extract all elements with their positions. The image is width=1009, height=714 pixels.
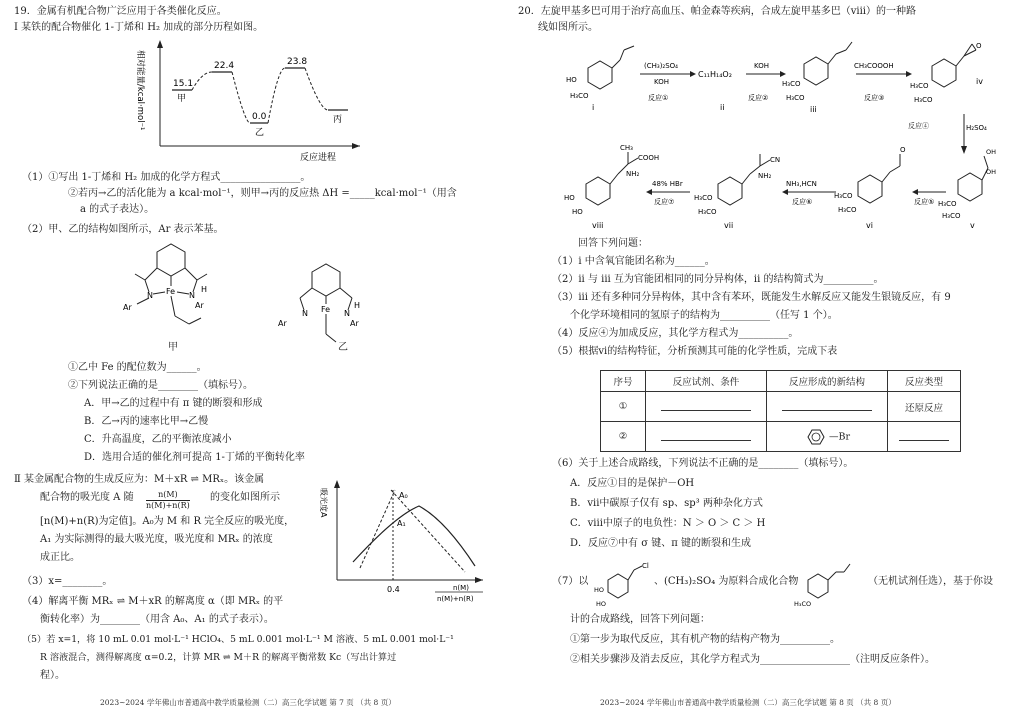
compound-viii-ring: [586, 177, 610, 205]
abs-a1: A₁: [397, 519, 406, 528]
svg-text:H₃CO: H₃CO: [570, 92, 589, 100]
q19-2b: ②下列说法正确的是________（填标号）。: [68, 380, 253, 391]
svg-text:Ar: Ar: [350, 319, 359, 328]
svg-text:Ar: Ar: [278, 319, 287, 328]
q20-7-2: ②相关步骤涉及消去反应，其化学方程式为__________________（注明反应条件）。: [570, 654, 935, 665]
q19-1b2: a 的式子表达）。: [80, 204, 155, 215]
abs-a0: A₀: [399, 491, 408, 500]
svg-text:H₃CO: H₃CO: [794, 600, 812, 608]
energy-xlabel: 反应进程: [300, 153, 337, 163]
svg-text:Ar: Ar: [123, 303, 132, 312]
svg-text:H₂SO₄: H₂SO₄: [966, 124, 987, 132]
q19-5c: 程）。: [40, 670, 65, 681]
compound-vi-ring: [858, 175, 882, 203]
q19-5b: R 溶液混合，测得解离度 α=0.2，计算 MR ⇌ M＋R 的解离平衡常数 Kc（写出计算过: [40, 652, 397, 663]
svg-text:NH₃,HCN: NH₃,HCN: [786, 180, 817, 188]
value-ts1: 22.4: [214, 61, 235, 71]
q20-7d: 计的合成路线，回答下列问题：: [570, 614, 710, 625]
q20-1: （1）i 中含氧官能团名称为______。: [552, 256, 715, 267]
q20-6-option-b: B．vii中碳原子仅有 sp、sp³ 两种杂化方式: [570, 498, 763, 509]
q20-3a: （3）iii 还有多种同分异构体，其中含有苯环，既能发生水解反应又能发生银镜反应，有 9: [552, 292, 951, 303]
part2-fraction: n(M) n(M)+n(R): [146, 490, 190, 510]
footer-right: 2023~2024 学年佛山市普通高中教学质量检测（二）高三化学试题 第 8 页 （共 8 页）: [600, 698, 896, 707]
table-cell-blank: [646, 422, 767, 452]
table-cell: ②: [601, 422, 646, 452]
q20-7c: （无机试剂任选），基于你设: [868, 576, 993, 587]
value-ts2: 23.8: [287, 57, 308, 67]
structure-br: —Br: [829, 431, 851, 442]
svg-text:反应⑦: 反应⑦: [654, 198, 675, 206]
svg-text:OH: OH: [986, 148, 997, 156]
compound-iv-label: iv: [976, 77, 983, 86]
compound-v-ring: [958, 173, 982, 201]
q19-title: 19．金属有机配合物广泛应用于各类催化反应。: [14, 6, 227, 17]
part2-line-3: 的变化如图所示: [210, 492, 280, 503]
q20-7-1: ①第一步为取代反应，其有机产物的结构产物为__________。: [570, 634, 840, 645]
svg-text:反应①: 反应①: [648, 94, 669, 102]
svg-text:H₃CO: H₃CO: [914, 96, 933, 104]
compound-vii-label: vii: [724, 221, 734, 230]
q19-part1-intro: Ⅰ 某铁的配合物催化 1-丁烯和 H₂ 加成的部分历程如图。: [14, 22, 264, 33]
svg-text:H₃CO: H₃CO: [786, 94, 805, 102]
table-header-row: [601, 371, 961, 392]
svg-text:NH₂: NH₂: [626, 170, 640, 178]
q20-3b: 个化学环境相同的氢原子的结构为__________（任写 1 个）。: [570, 310, 838, 321]
part2-line-4: [n(M)+n(R)为定值]。A₀为 M 和 R 完全反应的吸光度，: [40, 516, 295, 527]
energy-ylabel: 相对能量/kcal·mol⁻¹: [135, 50, 145, 131]
left-page: [0, 0, 500, 714]
abs-ylabel: 吸光度A: [319, 488, 328, 518]
svg-text:N: N: [147, 291, 153, 300]
q20-table: [600, 370, 961, 452]
label-structure-jia: 甲: [168, 342, 178, 353]
q20-6-option-a: A．反应①目的是保护－OH: [570, 478, 695, 489]
table-cell-structure: [767, 422, 888, 452]
q20-6-option-d: D．反应⑦中有 σ 键、π 键的断裂和生成: [570, 538, 751, 549]
q19-option-a: A．甲→乙的过程中有 π 键的断裂和形成: [84, 398, 263, 409]
compound-vii-ring: [718, 177, 742, 205]
table-row: [601, 422, 961, 452]
compound-v-label: v: [970, 221, 975, 230]
table-cell-blank: [888, 422, 961, 452]
svg-text:反应⑤: 反应⑤: [914, 198, 935, 206]
table-header: 反应类型: [888, 371, 961, 392]
svg-text:HO: HO: [596, 600, 607, 608]
svg-text:KOH: KOH: [654, 78, 669, 86]
svg-text:CH₃: CH₃: [620, 144, 633, 152]
q19-3: （3）x=________。: [22, 576, 113, 587]
table-header: 反应试剂、条件: [646, 371, 767, 392]
table-header: 序号: [601, 371, 646, 392]
compound-ii-formula: C₁₁H₁₄O₂: [698, 70, 732, 79]
q20-7a: （7）以: [552, 576, 589, 587]
abs-xlabel-num: n(M): [453, 584, 469, 592]
footer-left: 2023~2024 学年佛山市普通高中教学质量检测（二）高三化学试题 第 7 页 （共 8 页）: [100, 698, 396, 707]
svg-text:H₃CO: H₃CO: [834, 192, 853, 200]
value-yi: 0.0: [252, 112, 267, 122]
part2-line-6: 成正比。: [40, 552, 80, 563]
svg-text:HO: HO: [566, 76, 577, 84]
compound-viii-label: viii: [592, 221, 604, 230]
svg-text:HO: HO: [594, 586, 605, 594]
q19-option-d: D．选用合适的催化剂可提高 1-丁烯的平衡转化率: [84, 452, 305, 463]
svg-text:NH₂: NH₂: [758, 172, 772, 180]
svg-text:H₃CO: H₃CO: [782, 80, 801, 88]
q19-2-intro: （2）甲、乙的结构如图所示，Ar 表示苯基。: [22, 224, 224, 235]
svg-text:反应②: 反应②: [748, 94, 769, 102]
value-jia: 15.1: [173, 79, 194, 89]
table-row: [601, 392, 961, 422]
structure-yi: [270, 268, 380, 348]
svg-text:H₃CO: H₃CO: [942, 212, 961, 220]
svg-text:H₃CO: H₃CO: [698, 208, 717, 216]
part2-line-5: A₁ 为实际测得的最大吸光度，吸光度和 MRₓ 的浓度: [40, 534, 273, 545]
compound-i-label: i: [592, 103, 595, 112]
svg-text:H₃CO: H₃CO: [694, 194, 713, 202]
svg-text:Ar: Ar: [195, 301, 204, 310]
q20-7b: 、(CH₃)₂SO₄ 为原料合成化合物: [654, 576, 799, 587]
q20-2: （2）ii 与 iii 互为官能团相同的同分异构体，ii 的结构简式为__________。: [552, 274, 884, 285]
label-structure-yi: 乙: [338, 342, 348, 353]
svg-text:H: H: [354, 301, 361, 310]
svg-text:Fe: Fe: [321, 305, 331, 314]
svg-text:HO: HO: [564, 194, 575, 202]
abs-curve: [353, 506, 475, 566]
svg-text:CN: CN: [770, 156, 781, 164]
svg-text:H₃CO: H₃CO: [838, 206, 857, 214]
compound-ii-label: ii: [720, 103, 725, 112]
compound-iii-label: iii: [810, 105, 817, 114]
q19-1b: ②若丙→乙的活化能为 a kcal·mol⁻¹，则甲→丙的反应热 ΔH =_____kcal·mol⁻¹（用含: [68, 188, 457, 199]
q19-option-c: C．升高温度，乙的平衡浓度减小: [84, 434, 232, 445]
table-cell-blank: [767, 392, 888, 422]
synthesis-scheme-row1: [548, 38, 993, 128]
svg-text:48% HBr: 48% HBr: [652, 180, 683, 188]
table-cell-blank: [646, 392, 767, 422]
part2-line-1: Ⅱ 某金属配合物的生成反应为：M＋xR ⇌ MRₓ。该金属: [14, 474, 265, 485]
table-header: 反应形成的新结构: [767, 371, 888, 392]
abs-xtick: 0.4: [387, 585, 400, 594]
q20-6: （6）关于上述合成路线，下列说法不正确的是________（填标号）。: [552, 458, 854, 469]
q7-product-structure: [794, 556, 864, 612]
svg-text:O: O: [900, 146, 906, 154]
svg-text:OH: OH: [986, 168, 997, 176]
synthesis-scheme-row2: [558, 140, 998, 232]
step-4-label: 反应④: [908, 122, 929, 130]
svg-text:N: N: [302, 309, 308, 318]
q19-2a: ①乙中 Fe 的配位数为______。: [68, 362, 207, 373]
table-cell: ①: [601, 392, 646, 422]
abs-xlabel-den: n(M)+n(R): [437, 595, 474, 603]
svg-text:O: O: [976, 42, 982, 50]
label-yi: 乙: [255, 128, 265, 138]
q19-4b: 衡转化率）为________（用含 A₀、A₁ 的式子表示）。: [40, 614, 274, 625]
q20-6-option-c: C．viii中原子的电负性：N ＞ O ＞ C ＞ H: [570, 518, 766, 529]
svg-text:N: N: [344, 309, 350, 318]
svg-text:N: N: [189, 291, 195, 300]
q19-5a: （5）若 x=1，将 10 mL 0.01 mol·L⁻¹ HClO₄、5 mL 0.001 mol·L⁻¹ M 溶液、5 mL 0.001 mol·L⁻¹: [22, 634, 454, 645]
svg-text:H: H: [201, 285, 208, 294]
q19-option-b: B．乙→丙的速率比甲→乙慢: [84, 416, 209, 427]
label-bing: 丙: [333, 115, 343, 125]
label-jia: 甲: [177, 94, 187, 104]
svg-text:反应③: 反应③: [864, 94, 885, 102]
structure-jia: [115, 240, 225, 340]
table-cell: 还原反应: [888, 392, 961, 422]
svg-text:(CH₃)₂SO₄: (CH₃)₂SO₄: [644, 62, 678, 70]
part2-line-2: 配合物的吸光度 A 随: [40, 492, 134, 503]
svg-text:Fe: Fe: [166, 287, 176, 296]
q7-reactant-structure: [594, 556, 654, 612]
q20-answer-intro: 回答下列问题：: [578, 238, 648, 249]
q20-5: （5）根据vi的结构特征，分析预测其可能的化学性质，完成下表: [552, 346, 838, 357]
q20-4: （4）反应④为加成反应，其化学方程式为__________。: [552, 328, 799, 339]
svg-text:HO: HO: [572, 208, 583, 216]
energy-profile-chart: [120, 38, 370, 166]
compound-vi-label: vi: [866, 221, 873, 230]
svg-text:H₃CO: H₃CO: [910, 82, 929, 90]
q20-title: 20．左旋甲基多巴可用于治疗高血压、帕金森等疾病，合成左旋甲基多巴（viii）的一种路: [518, 6, 916, 17]
svg-text:反应⑥: 反应⑥: [792, 198, 813, 206]
q19-4a: （4）解离平衡 MRₓ ⇌ M＋xR 的解离度 α（即 MRₓ 的平: [22, 596, 284, 607]
benzene-ring-icon: [804, 428, 826, 446]
svg-text:H₃CO: H₃CO: [938, 200, 957, 208]
compound-iii-ring: [804, 57, 828, 85]
q20-title2: 线如图所示。: [538, 22, 598, 33]
q7-cl: Cl: [642, 562, 649, 570]
compound-iv-ring: [932, 59, 956, 87]
right-page: [504, 0, 1009, 714]
absorbance-chart: [315, 476, 490, 606]
q19-1a: （1）①写出 1-丁烯和 H₂ 加成的化学方程式________________。: [22, 172, 311, 183]
svg-text:CH₃COOOH: CH₃COOOH: [854, 62, 894, 70]
svg-text:COOH: COOH: [638, 154, 660, 162]
compound-i-ring: [588, 61, 612, 89]
svg-text:KOH: KOH: [754, 62, 769, 70]
